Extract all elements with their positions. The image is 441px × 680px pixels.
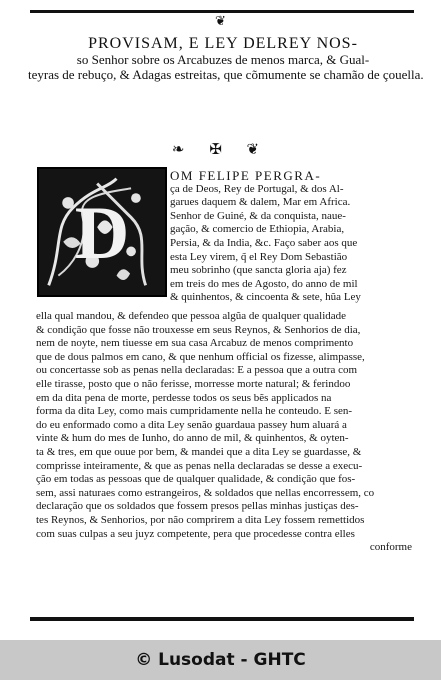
fleuron-ornament: ❦ (215, 14, 226, 29)
text-line: ta & tres, em que ouue por bem, & mandei que a dita Ley se guardasse, & (36, 445, 362, 458)
decorated-initial-letter (37, 167, 167, 297)
ornament-row: ❧ ✠ ❦ (171, 140, 270, 158)
text-line: garues daquem & dalem, Mar em Africa. (170, 196, 351, 209)
text-line: elle tirasse, posto que o não ferisse, morresse morte natural; & ferindoo (36, 377, 351, 390)
text-line: OM FELIPE PERGRA- (170, 169, 322, 183)
copyright-footer: © Lusodat - GHTC (0, 640, 441, 680)
text-line: forma da dita Ley, como mais cumpridamente nella he conteudo. E sen- (36, 405, 353, 418)
title-line: so Senhor sobre os Arcabuzes de menos marca, & Gual- (76, 52, 370, 67)
text-line: declaração que os soldados que fossem presos pellas minhas justiças des- (36, 500, 359, 513)
text-line: & quinhentos, & cincoenta & sete, hũa Ley (170, 291, 361, 304)
text-line: ça de Deos, Rey de Portugal, & dos Al- (170, 182, 344, 195)
text-line: comprisse inteiramente, & que as penas nella declaradas se desse a execu- (36, 459, 363, 472)
text-line: conforme (369, 541, 412, 554)
document-title (28, 35, 424, 82)
title-line: PROVISAM, E LEY DELREY NOS- (88, 35, 358, 52)
top-rule (30, 10, 414, 13)
bottom-rule (30, 617, 414, 621)
text-line: Persia, & da India, &c. Faço saber aos que (170, 236, 358, 249)
title-line: teyras de rebuço, & Adagas estreitas, que cõmumente se chamão de çouella. (28, 67, 424, 82)
floral-initial-icon (39, 169, 165, 295)
text-line: Senhor de Guiné, & da conquista, naue- (170, 209, 346, 222)
text-line: que de dous palmos em cano, & que nenhum official os fizesse, alimpasse, (36, 350, 365, 363)
text-line: ella qual mandou, & defendeo que pessoa algũa de qualquer qualidade (36, 310, 347, 322)
text-line: gação, & comercio de Ethiopia, Arabia, (170, 223, 345, 236)
text-line: com suas culpas a seu juyz competente, pera que procedesse contra elles (36, 527, 355, 540)
text-line: em da dita pena de morte, perdesse todos os seus bẽs applicados na (36, 391, 332, 404)
text-line: tes Reynos, & Senhorios, por não comprirem a dita Ley fossem remettidos (36, 513, 365, 526)
text-line: meu sobrinho (que sancta gloria aja) fez (170, 264, 347, 277)
text-line: esta Ley virem, q̃ el Rey Dom Sebastião (170, 250, 348, 263)
text-line: nem de noyte, nem tiuesse em sua casa Arcabuz de menos comprimento (36, 337, 354, 350)
text-line: em treis do mes de Agosto, do anno de mil (170, 277, 358, 290)
initial-letter: D (74, 192, 130, 276)
text-line: & condição que fosse não trouxesse em seus Reynos, & Senhorios de dia, (36, 323, 361, 336)
body-text-right-column (170, 169, 412, 305)
text-line: vinte & hum do mes de Iunho, do anno de mil, & quinhentos, & oyten- (36, 432, 349, 445)
text-line: ção em todas as pessoas que de qualquer qualidade, & condição que fos- (36, 473, 356, 486)
text-line: do eu enformado como a dita Ley senão guardaua passey hum aluará a (36, 418, 347, 431)
text-line: ou concertasse sob as penas nella declaradas: E a pessoa que a outra com (36, 364, 358, 377)
text-line: sem, assi naturaes como estrangeiros, & soldados que nellas encorressem, co (36, 486, 375, 499)
body-text-full-width (36, 310, 412, 555)
